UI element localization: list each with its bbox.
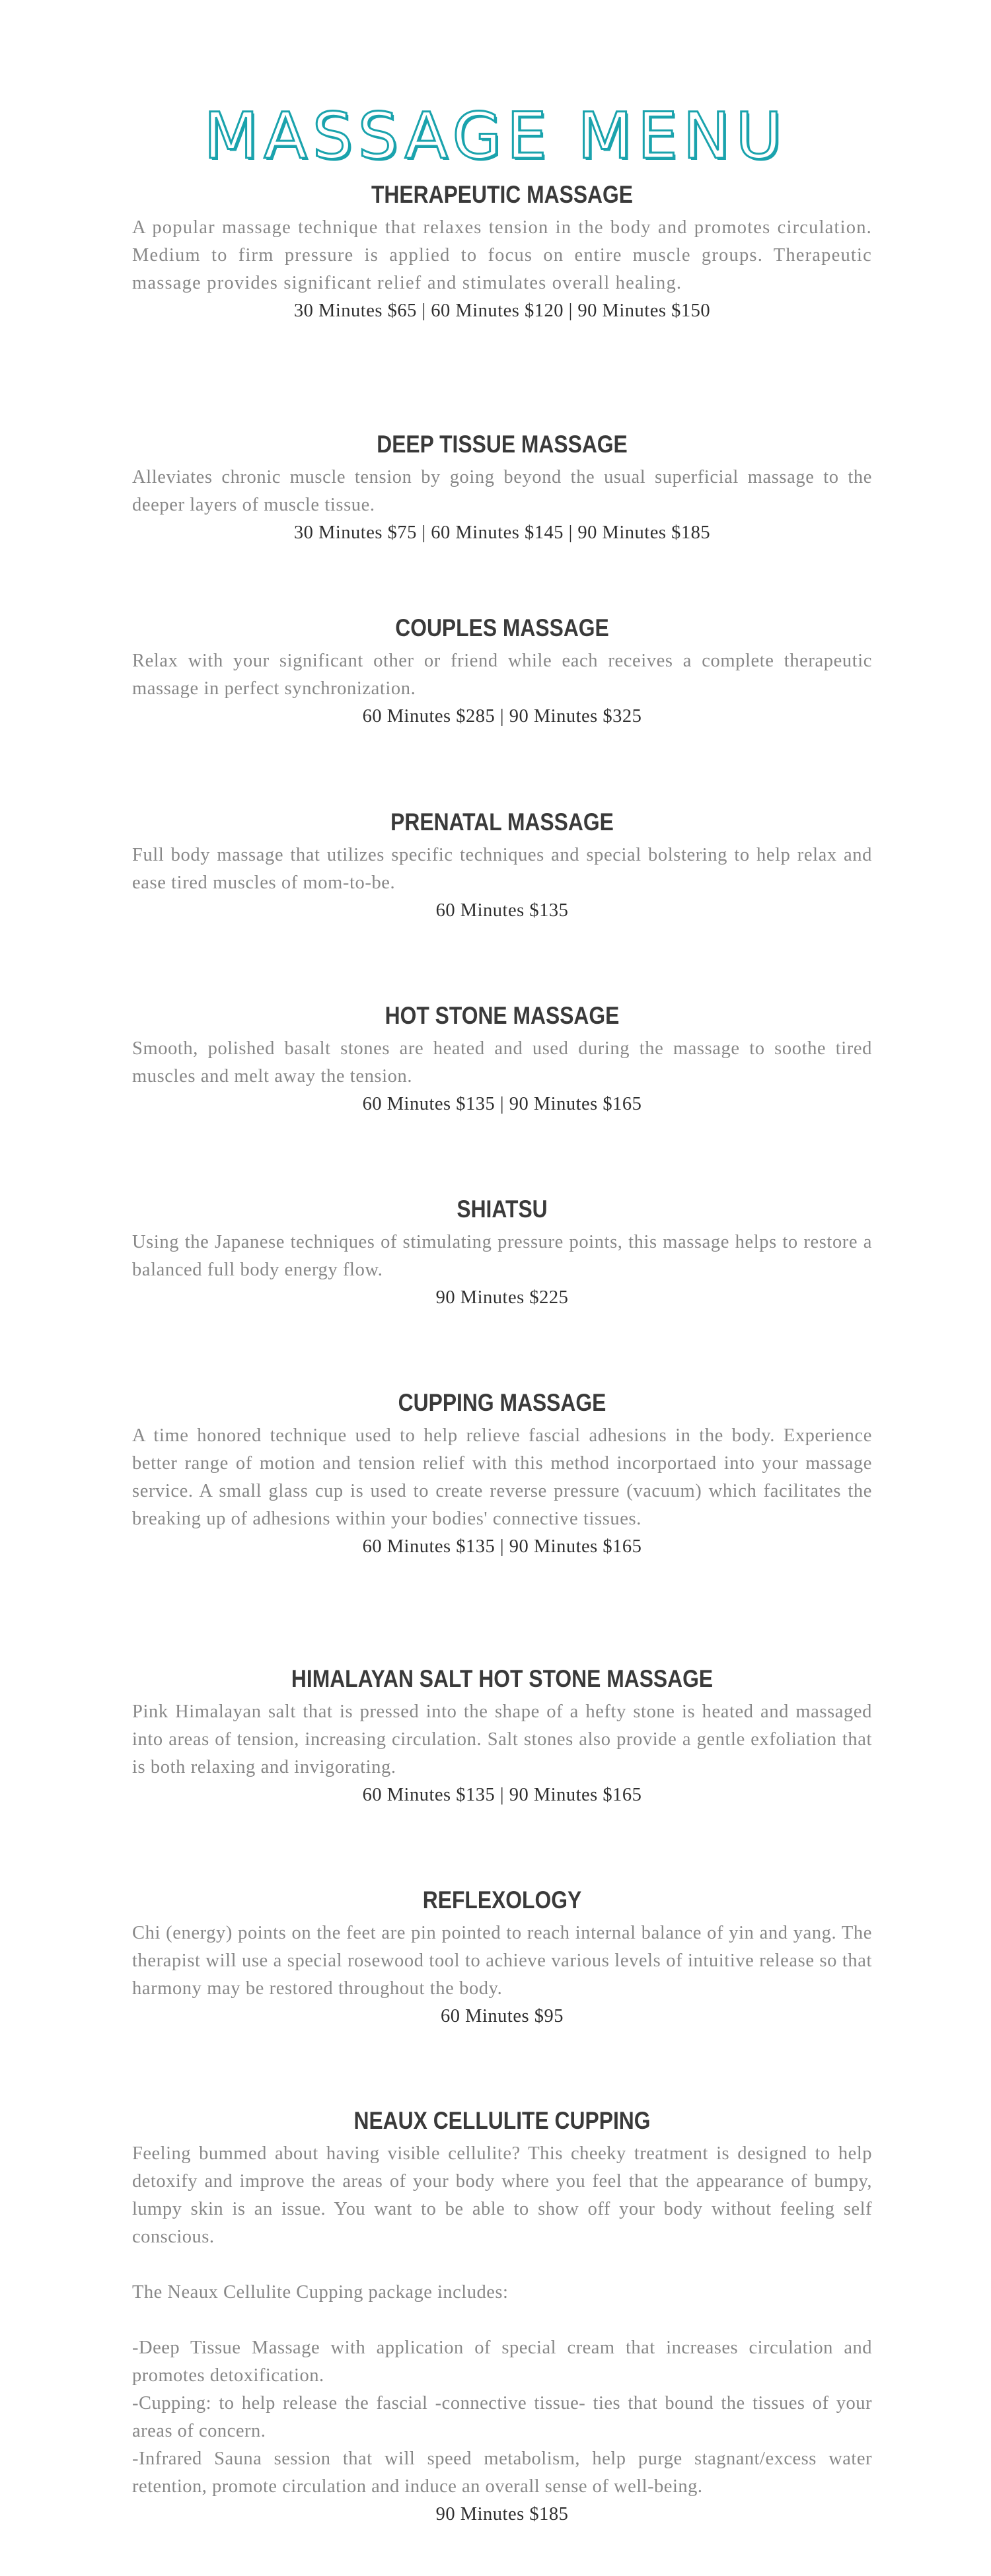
section-himalayan-salt-hot-stone-massage (132, 1664, 872, 1809)
section-therapeutic-massage (132, 180, 872, 325)
section-prices: 60 Minutes $285 | 90 Minutes $325 (362, 706, 642, 727)
section-hot-stone-massage (132, 1001, 872, 1118)
cellulite-includes-heading: The Neaux Cellulite Cupping package includes: (132, 2282, 509, 2303)
cellulite-intro: Feeling bummed about having visible cellulite? This cheeky treatment is designed to help detoxify and improve the areas of your body where you feel that the appearance of bumpy, lumpy skin is an issue. You want to be able to show off your body without feeling self conscious. (132, 2143, 872, 2247)
cellulite-item: -Infrared Sauna session that will speed metabolism, help purge stagnant/excess water retention, promote circulation and induce an overall sense of well-being. (132, 2449, 872, 2497)
section-prenatal-massage (132, 807, 872, 925)
section-title: PRENATAL MASSAGE (390, 808, 614, 836)
section-prices: 60 Minutes $135 | 90 Minutes $165 (362, 1094, 642, 1114)
section-description: Pink Himalayan salt that is pressed into the shape of a hefty stone is heated and massaged into areas of tension, increasing circulation. Salt stones also provide a gentle exfoliation that is both relaxing and invigorating. (132, 1701, 872, 1777)
menu-title: MASSAGE MENU (203, 99, 788, 174)
section-deep-tissue-massage (132, 429, 872, 547)
section-prices: 30 Minutes $75 | 60 Minutes $145 | 90 Minutes $185 (293, 522, 711, 543)
section-cupping-massage (132, 1388, 872, 1561)
section-prices: 90 Minutes $225 (435, 1287, 569, 1308)
section-title: HIMALAYAN SALT HOT STONE MASSAGE (291, 1665, 714, 1692)
section-prices: 90 Minutes $185 (435, 2504, 569, 2524)
section-description: Using the Japanese techniques of stimulating pressure points, this massage helps to restore a balanced full body energy flow. (132, 1232, 872, 1280)
section-prices: 60 Minutes $135 (435, 900, 569, 921)
section-prices: 60 Minutes $135 | 90 Minutes $165 (362, 1536, 642, 1557)
cellulite-item: -Deep Tissue Massage with application of special cream that increases circulation and promotes detoxification. (132, 2338, 872, 2386)
section-title: NEAUX CELLULITE CUPPING (353, 2107, 651, 2134)
section-title: CUPPING MASSAGE (398, 1389, 606, 1416)
section-title: THERAPEUTIC MASSAGE (371, 181, 634, 208)
section-description: Alleviates chronic muscle tension by going beyond the usual superficial massage to the deeper layers of muscle tissue. (132, 467, 872, 515)
section-description: A popular massage technique that relaxes tension in the body and promotes circulation. Medium to firm pressure is applied to focus on entire muscle groups. Therapeutic massage provides significant relief and stimulates overall healing. (132, 217, 872, 293)
section-couples-massage (132, 613, 872, 731)
section-description: A time honored technique used to help relieve fascial adhesions in the body. Experience better range of motion and tension relief with this method incorportaed into your massage service. A small glass cup is used to create reverse pressure (vacuum) which facilitates the breaking up of adhesions within your bodies' connective tissues. (132, 1425, 872, 1529)
section-title: DEEP TISSUE MASSAGE (377, 431, 628, 458)
section-prices: 30 Minutes $65 | 60 Minutes $120 | 90 Minutes $150 (293, 301, 711, 321)
section-prices: 60 Minutes $135 | 90 Minutes $165 (362, 1785, 642, 1805)
section-title: HOT STONE MASSAGE (385, 1002, 620, 1029)
section-shiatsu (132, 1194, 872, 1312)
section-title: REFLEXOLOGY (422, 1886, 582, 1914)
section-title: COUPLES MASSAGE (395, 614, 609, 641)
section-prices: 60 Minutes $95 (441, 2006, 564, 2026)
section-title: SHIATSU (457, 1196, 548, 1223)
section-description: Full body massage that utilizes specific techniques and special bolstering to help relax and ease tired muscles of mom-to-be. (132, 845, 872, 893)
section-reflexology (132, 1885, 872, 2030)
section-description: Chi (energy) points on the feet are pin pointed to reach internal balance of yin and yang. The therapist will use a special rosewood tool to achieve various levels of intuitive release so that harmony may be restored throughout the body. (132, 1923, 872, 1999)
section-description: Smooth, polished basalt stones are heated and used during the massage to soothe tired muscles and melt away the tension. (132, 1038, 872, 1087)
section-neaux-cellulite-cupping (132, 2106, 872, 2528)
section-description: Relax with your significant other or friend while each receives a complete therapeutic massage in perfect synchronization. (132, 651, 872, 699)
cellulite-item: -Cupping: to help release the fascial -connective tissue- ties that bound the tissues of your areas of concern. (132, 2393, 872, 2441)
